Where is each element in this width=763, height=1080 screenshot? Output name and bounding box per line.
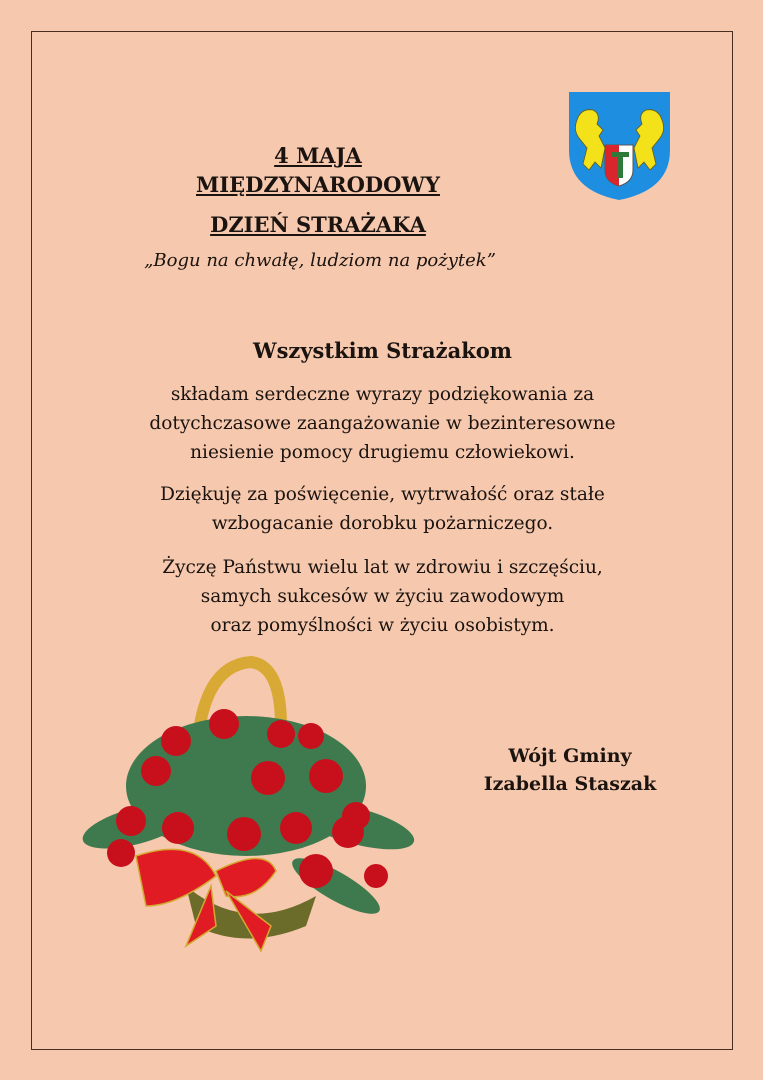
signature-title: Wójt Gminy bbox=[508, 745, 632, 767]
signature-name: Izabella Staszak bbox=[483, 773, 657, 795]
text-line: dotychczasowe zaangażowanie w bezinteresowne bbox=[149, 413, 616, 434]
paragraph-dedication bbox=[100, 480, 665, 538]
motto: „Bogu na chwałę, ludziom na pożytek” bbox=[144, 250, 496, 271]
text-line: wzbogacanie dorobku pożarniczego. bbox=[211, 513, 554, 534]
signature bbox=[460, 742, 680, 798]
text-line: składam serdeczne wyrazy podziękowania za bbox=[170, 384, 595, 405]
text-line: Życzę Państwu wielu lat w zdrowiu i szczęściu, bbox=[162, 557, 603, 578]
rose-basket-image bbox=[76, 656, 416, 956]
heading-line-2: MIĘDZYNARODOWY bbox=[196, 172, 440, 197]
coat-of-arms-icon bbox=[567, 90, 672, 202]
paragraph-wishes bbox=[100, 553, 665, 640]
heading-line-1: 4 MAJA bbox=[274, 143, 362, 168]
greeting: Wszystkim Strażakom bbox=[253, 338, 512, 363]
text-line: oraz pomyślności w życiu osobistym. bbox=[210, 615, 555, 636]
text-line: samych sukcesów w życiu zawodowym bbox=[200, 586, 565, 607]
paragraph-thanks bbox=[100, 380, 665, 467]
text-line: niesienie pomocy drugiemu człowiekowi. bbox=[190, 442, 575, 463]
text-line: Dziękuję za poświęcenie, wytrwałość oraz stałe bbox=[160, 484, 605, 505]
heading-line-3: DZIEŃ STRAŻAKA bbox=[210, 212, 426, 237]
